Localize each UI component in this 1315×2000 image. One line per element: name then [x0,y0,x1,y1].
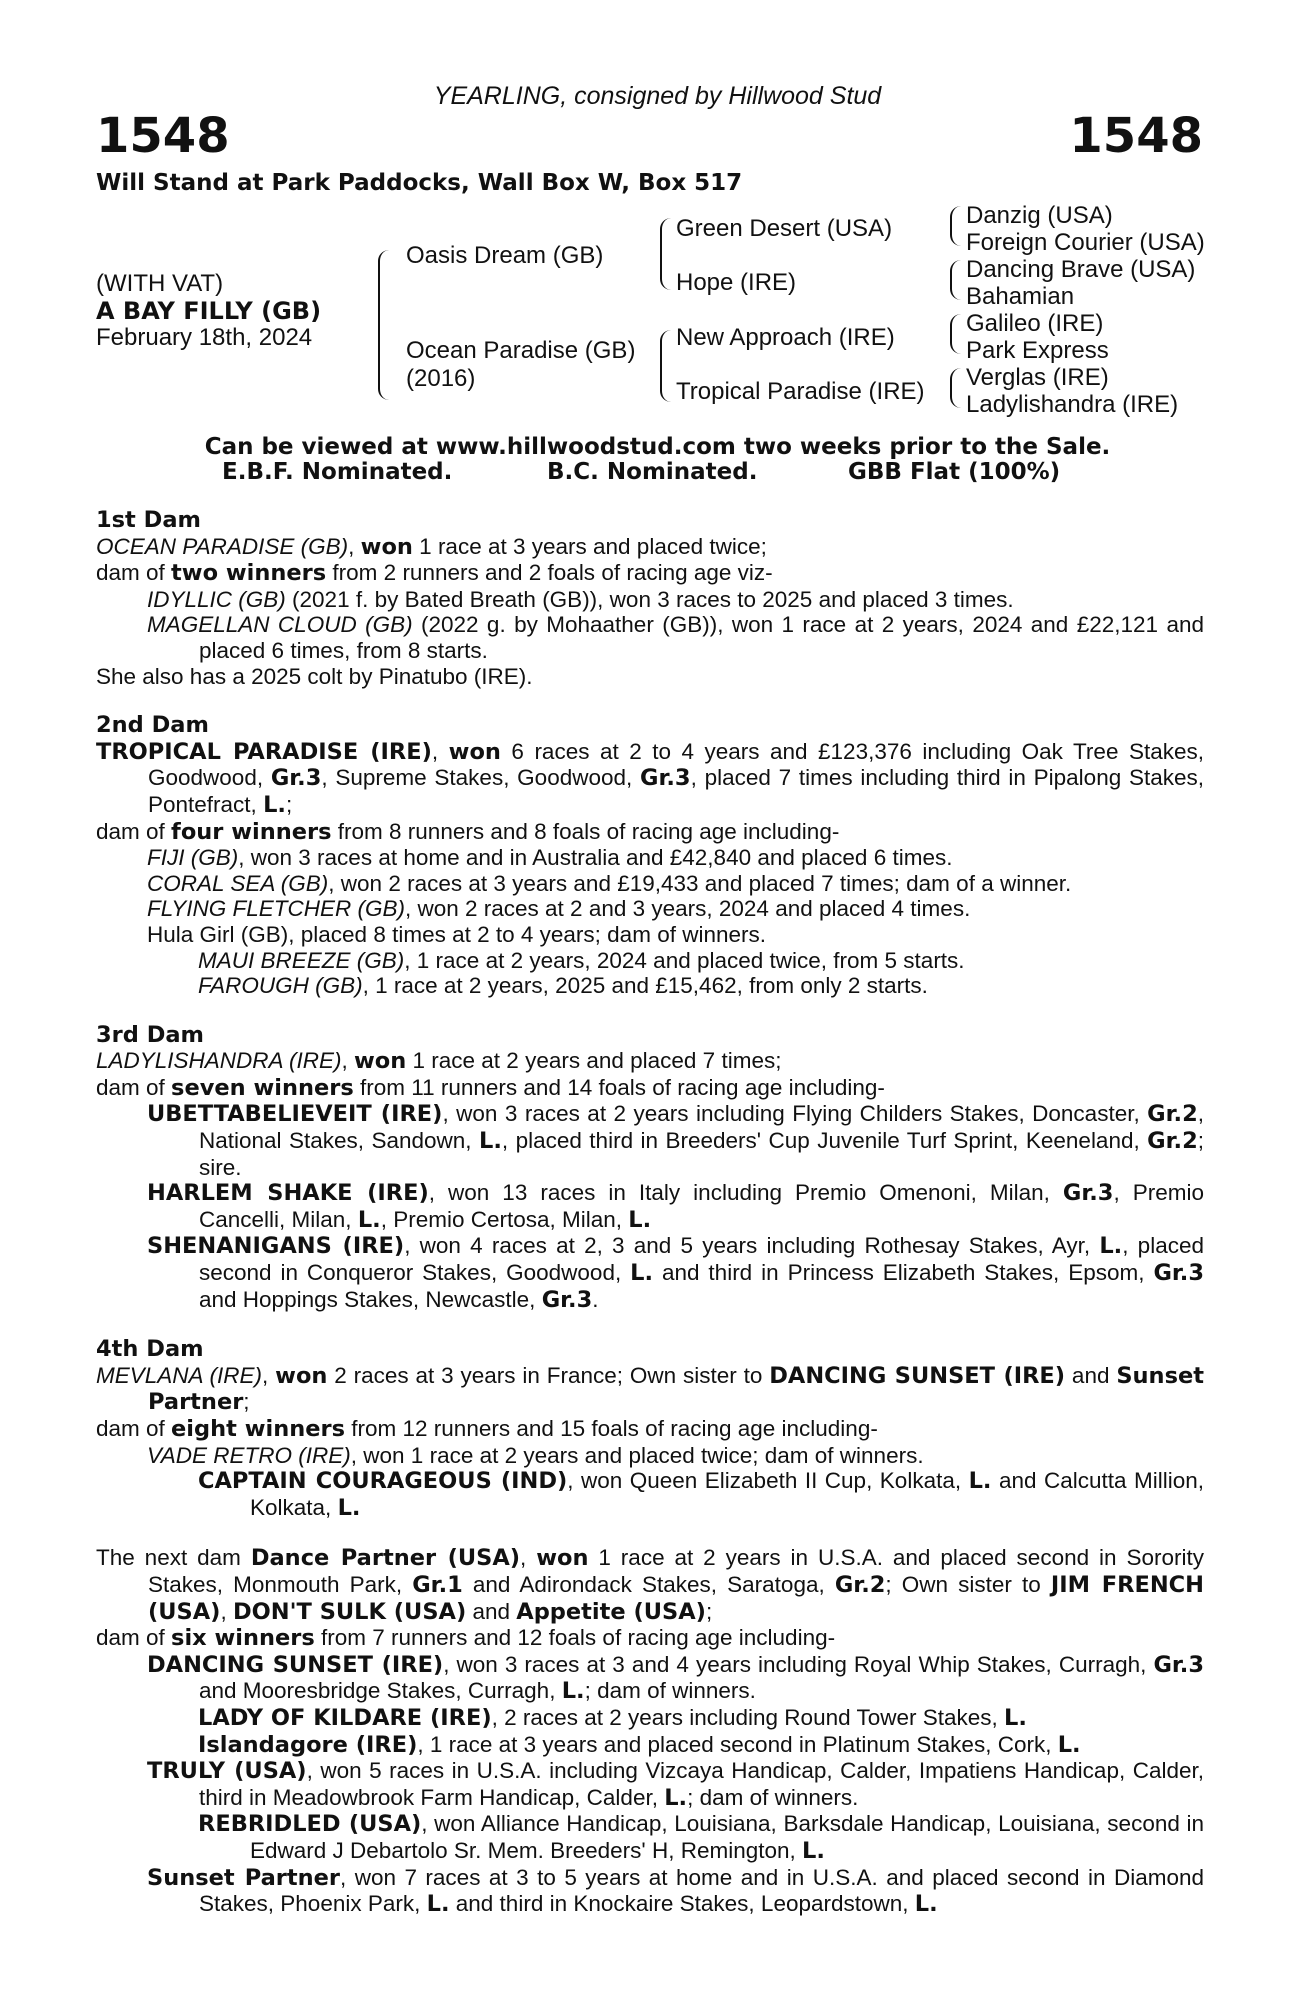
dam1-heading: 1st Dam [96,507,201,533]
won-label: won [353,1048,407,1075]
winners-count: eight winners [171,1416,346,1442]
sibling-name: Appetite (USA) [516,1598,706,1625]
g-brace-3 [950,314,961,354]
progeny-text: and Calcutta Million, Kolkata, [250,1468,1204,1520]
dam5-progeny-1 [96,1652,1204,1705]
progeny-text: , 1 race at 2 years, 2025 and £15,462, from only 2 starts. [362,973,928,999]
progeny-text: , Premio Cancelli, Milan, [199,1180,1204,1232]
progeny-text: and third in Knockaire Stakes, Leopardstown, [449,1891,915,1917]
dam2-grandprogeny-2 [96,973,1204,999]
progeny-text: , won 2 races at 2 and 3 years, 2024 and placed 4 times. [404,896,971,922]
progeny-text: , won 3 races at 2 years including Flying Childers Stakes, Doncaster, [442,1101,1148,1127]
progeny-text: , Premio Certosa, Milan, [380,1206,629,1232]
progeny-text: , won 5 races in U.S.A. including Vizcaya Handicap, Calder, Impatiens Handicap, Calder, third in Meadowbrook Farm Handicap, Calder, [199,1758,1204,1810]
g-brace-1 [950,206,961,246]
progeny-text: ; dam of winners. [687,1784,859,1810]
listed-label: L. [1099,1233,1123,1260]
progeny-text: , 2 races at 2 years including Round Tower Stakes, [491,1704,1005,1730]
lot-number-left: 1548 [96,108,230,164]
listed-label: L. [628,1206,652,1233]
listed-label: L. [1004,1704,1027,1731]
dam3-progeny-3 [96,1233,1204,1313]
record-text: ; [705,1598,713,1624]
record-text: ; [285,791,293,817]
dam2-record: TROPICAL PARADISE (IRE), won 6 races at 2 to 4 years and £123,376 including Oak Tree Stakes, Goodwood, Gr.3, Supreme Stakes, Goodwood, Gr.3, placed 7 times including third in Pipalong Stakes, Pontefract, L.; [96,738,1204,818]
listed-label: L. [478,1128,502,1155]
progeny-name: SHENANIGANS (IRE) [147,1233,405,1260]
record-text: 1 race at 2 years in U.S.A. and placed second in Sorority Stakes, Monmouth Park, [148,1545,1204,1597]
progeny-name: IDYLLIC (GB) [147,586,286,612]
progeny-name: VADE RETRO (IRE) [147,1442,351,1468]
dam2-grandprogeny-1 [96,948,1204,974]
progeny-name: FLYING FLETCHER (GB) [147,896,405,922]
winners-count: six winners [171,1625,315,1652]
grade-label: Gr.3 [1153,1260,1204,1287]
sibling-name: DANCING SUNSET (IRE) [769,1362,1066,1389]
progeny-text: , won 3 races at 3 and 4 years including Royal Whip Stakes, Curragh, [443,1651,1154,1677]
grade-label: Gr.2 [834,1571,886,1598]
dam3-name: LADYLISHANDRA (IRE) [96,1048,342,1074]
winners-count: seven winners [171,1074,354,1101]
viewing-note: Can be viewed at www.hillwoodstud.com two weeks prior to the Sale. [204,434,1111,460]
dam-of-label: dam of [96,1416,172,1441]
progeny-text: , won 2 races at 3 years and £19,433 and placed 7 times; dam of a winner. [328,870,1072,896]
produce-summary-text: from 12 runners and 15 foals of racing age including- [345,1416,878,1441]
foaling-date: February 18th, 2024 [96,324,313,351]
dam-brace [660,330,671,402]
listed-label: L. [802,1837,825,1864]
granddam-2: Bahamian [966,283,1075,310]
dam5-grandprogeny-3 [96,1811,1204,1864]
dam3-record: LADYLISHANDRA (IRE), won 1 race at 2 years and placed 7 times; [96,1048,782,1075]
grade-label: Gr.2 [1147,1101,1198,1128]
record-text: and Adirondack Stakes, Saratoga, [462,1571,835,1597]
dam1-also: She also has a 2025 colt by Pinatubo (IRE). [96,663,533,689]
gbb-note: GBB Flat (100%) [848,459,1061,485]
dam1-record-text: 1 race at 3 years and placed twice; [412,533,767,559]
dam2-progeny-4: Hula Girl (GB), placed 8 times at 2 to 4 years; dam of winners. [147,921,766,947]
catalogue-body [96,508,1204,1918]
dam-of-label: dam of [96,1074,172,1100]
granddam-4: Ladylishandra (IRE) [966,391,1179,418]
grandsire-1: Danzig (USA) [966,202,1113,229]
listed-label: L. [968,1468,992,1495]
dam3-heading: 3rd Dam [96,1021,204,1048]
progeny-text: , won 4 races at 2, 3 and 5 years including Rothesay Stakes, Ayr, [404,1233,1100,1259]
stand-location: Will Stand at Park Paddocks, Wall Box W, Box 517 [96,170,743,196]
grandsire-3: Galileo (IRE) [966,310,1104,337]
listed-label: L. [914,1891,938,1918]
dam4-name: MEVLANA (IRE) [96,1362,263,1388]
progeny-name: CORAL SEA (GB) [147,870,329,896]
sibling-name: DON'T SULK (USA) [232,1598,467,1625]
progeny-name: FAROUGH (GB) [198,973,363,999]
dam1-progeny-1 [96,587,1204,613]
g-brace-2 [950,260,961,300]
progeny-text: , won 7 races at 3 to 5 years at home and in U.S.A. and placed second in Diamond Stakes, Phoenix Park, [199,1864,1205,1917]
produce-summary-text: from 8 runners and 8 foals of racing age including- [331,818,840,844]
grade-label: Gr.3 [270,765,322,792]
dam-dam: Tropical Paradise (IRE) [676,378,925,405]
dam4-progeny-1 [96,1443,1204,1469]
record-text: , placed 7 times including third in Pipalong Stakes, Pontefract, [148,765,1204,817]
dam5-grandprogeny-2 [96,1732,1204,1759]
dam-year: (2016) [406,365,476,392]
dam4-grandprogeny-1 [96,1468,1204,1521]
progeny-name: TRULY (USA) [147,1758,307,1785]
produce-summary-text: from 7 runners and 12 foals of racing age including- [314,1625,836,1651]
progeny-name: HARLEM SHAKE (IRE) [147,1180,429,1207]
dam-name: Ocean Paradise (GB) [406,337,636,364]
dam3-produce-summary [96,1075,1204,1102]
grade-label: Gr.2 [1147,1128,1198,1155]
dam2-heading: 2nd Dam [96,712,209,739]
progeny-name: Sunset Partner [147,1864,340,1891]
dam5-produce-summary [96,1625,1204,1652]
dam-sire: New Approach (IRE) [676,324,895,351]
progeny-text: , 1 race at 3 years and placed second in Platinum Stakes, Cork, [417,1731,1058,1757]
progeny-text: , won 13 races in Italy including Premio Omenoni, Milan, [428,1180,1063,1206]
progeny-text: (2021 f. by Bated Breath (GB)), won 3 races to 2025 and placed 3 times. [285,586,1014,612]
dam5-progeny-2 [96,1758,1204,1811]
progeny-text: and Mooresbridge Stakes, Curragh, [199,1678,562,1704]
ebf-note: E.B.F. Nominated. [222,459,453,485]
won-label: won [536,1545,589,1572]
dam5-grandprogeny-1 [96,1705,1204,1732]
dam5-name: Dance Partner (USA) [250,1545,521,1572]
dam2-produce-summary [96,819,1204,846]
record-text: 2 races at 3 years in France; Own sister to [327,1362,770,1388]
dam-of-label: dam of [96,1625,172,1651]
progeny-name: MAUI BREEZE (GB) [198,947,405,973]
grade-label: Gr.3 [1062,1180,1114,1207]
bc-note: B.C. Nominated. [547,459,758,485]
grade-label: Gr.3 [640,765,691,792]
progeny-text: ; dam of winners. [584,1678,756,1704]
progeny-text: ; sire. [199,1128,1204,1180]
won-label: won [360,533,413,560]
listed-label: L. [561,1678,585,1705]
dam4-heading: 4th Dam [96,1336,204,1363]
record-text: ; [243,1389,250,1415]
grade-label: Gr.1 [412,1571,463,1598]
pedigree-brace [378,250,389,400]
progeny-text: , 1 race at 2 years, 2024 and placed twice, from 5 starts. [404,947,965,973]
record-text: and [466,1598,517,1624]
lot-number-right: 1548 [1069,108,1203,164]
record-text: ; Own sister to [885,1571,1051,1597]
sire-dam: Hope (IRE) [676,269,797,296]
record-text: 1 race at 2 years and placed 7 times; [406,1048,782,1074]
granddam-1: Foreign Courier (USA) [966,229,1205,256]
dam4-produce-summary [96,1416,1204,1443]
listed-label: L. [664,1784,688,1811]
horse-name: A BAY FILLY (GB) [96,297,322,325]
g-brace-4 [950,368,961,408]
grandsire-2: Dancing Brave (USA) [966,256,1196,283]
sire-name: Oasis Dream (GB) [406,242,604,269]
dam1-record: OCEAN PARADISE (GB), won 1 race at 3 years and placed twice; [96,533,767,560]
progeny-name: CAPTAIN COURAGEOUS (IND) [198,1468,568,1495]
progeny-text: , won 3 races at home and in Australia and £42,840 and placed 6 times. [238,845,953,871]
vat-label: (WITH VAT) [96,270,224,297]
record-text: and [1065,1362,1117,1388]
dam2-progeny-3 [96,896,1204,922]
won-label: won [275,1362,328,1389]
sibling-name: JIM FRENCH (USA) [148,1571,1204,1625]
dam3-progeny-2 [96,1180,1204,1233]
dam1-progeny-2 [96,612,1204,663]
listed-label: L. [337,1494,361,1521]
progeny-name: MAGELLAN CLOUD (GB) [147,612,413,638]
dam3-progeny-1 [96,1101,1204,1180]
dam-of-label: dam of [96,560,172,586]
progeny-text: . [592,1286,599,1312]
progeny-text: , National Stakes, Sandown, [199,1101,1204,1154]
produce-summary-text: from 2 runners and 2 foals of racing age viz- [326,560,773,586]
progeny-text: , won Queen Elizabeth II Cup, Kolkata, [567,1468,969,1494]
record-text: The next dam [96,1545,251,1571]
listed-label: L. [630,1260,654,1287]
grandsire-4: Verglas (IRE) [966,364,1109,391]
progeny-text: , placed second in Conqueror Stakes, Goodwood, [199,1233,1204,1286]
progeny-name: REBRIDLED (USA) [198,1811,422,1838]
sire-brace [660,218,671,290]
listed-label: L. [1057,1731,1081,1758]
consignment-line: YEARLING, consigned by Hillwood Stud [433,82,882,110]
grade-label: Gr.3 [1153,1651,1204,1678]
progeny-text: and third in Princess Elizabeth Stakes, Epsom, [653,1260,1154,1286]
won-label: won [448,738,501,765]
winners-count: two winners [171,560,327,587]
listed-label: L. [263,791,286,818]
dam4-record: MEVLANA (IRE), won 2 races at 3 years in France; Own sister to DANCING SUNSET (IRE) and Sunset Partner; [96,1362,1204,1416]
progeny-text: , won Alliance Handicap, Louisiana, Barksdale Handicap, Louisiana, second in Edward J Debartolo Sr. Mem. Breeders' H, Remington, [250,1811,1205,1863]
sibling-name: Sunset Partner [148,1362,1204,1416]
grade-label: Gr.3 [541,1286,593,1313]
record-text: 6 races at 2 to 4 years and £123,376 including Oak Tree Stakes, Goodwood, [148,738,1204,791]
progeny-text: and Hoppings Stakes, Newcastle, [199,1286,542,1312]
dam-of-label: dam of [96,818,172,844]
granddam-3: Park Express [966,337,1109,364]
sire-sire: Green Desert (USA) [676,215,893,242]
listed-label: L. [426,1891,450,1918]
progeny-name: Islandagore (IRE) [198,1731,418,1758]
progeny-text: , won 1 race at 2 years and placed twice; dam of winners. [350,1442,924,1468]
progeny-text: (2022 g. by Mohaather (GB)), won 1 race at 2 years, 2024 and £22,121 and placed 6 times, from 8 starts. [199,612,1204,663]
progeny-name: DANCING SUNSET (IRE) [147,1651,444,1678]
dam1-name: OCEAN PARADISE (GB) [96,533,349,559]
dam1-produce-summary [96,560,1204,587]
record-text: , Supreme Stakes, Goodwood, [321,765,641,791]
dam2-progeny-2 [96,871,1204,897]
listed-label: L. [357,1206,381,1233]
dam5-progeny-3 [96,1865,1204,1918]
dam5-record: The next dam Dance Partner (USA), won 1 race at 2 years in U.S.A. and placed second in Sorority Stakes, Monmouth Park, Gr.1 and Adirondack Stakes, Saratoga, Gr.2; Own sister to JIM FRENCH (USA), DON'T SULK (USA) and Appetite (USA); [96,1545,1204,1625]
dam2-name: TROPICAL PARADISE (IRE) [96,738,432,765]
produce-summary-text: from 11 runners and 14 foals of racing age including- [353,1074,885,1100]
progeny-name: FIJI (GB) [147,845,239,871]
progeny-text: , placed third in Breeders' Cup Juvenile Turf Sprint, Keeneland, [501,1128,1148,1154]
progeny-name: LADY OF KILDARE (IRE) [198,1704,492,1731]
dam2-progeny-1 [96,845,1204,871]
winners-count: four winners [171,818,332,845]
record-text: , [220,1598,233,1624]
progeny-name: UBETTABELIEVEIT (IRE) [147,1101,443,1128]
